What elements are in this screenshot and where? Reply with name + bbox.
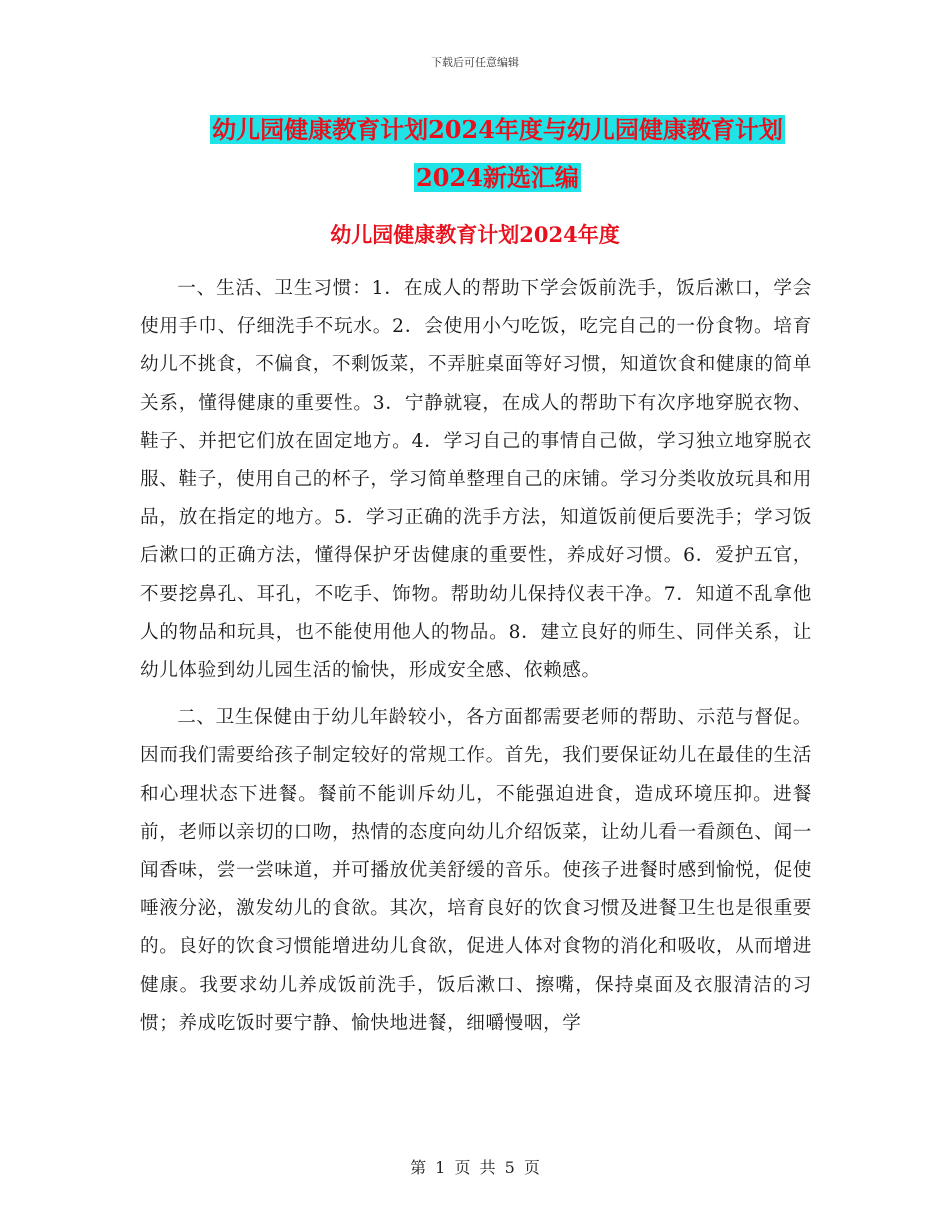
document-body: [140, 270, 812, 1043]
page-header-note: 下载后可任意编辑: [431, 56, 519, 69]
document-title: [140, 106, 855, 202]
document-title-line-1: 幼儿园健康教育计划2024年度与幼儿园健康教育计划: [212, 115, 783, 144]
paragraph: 二、卫生保健由于幼儿年龄较小，各方面都需要老师的帮助、示范与督促。因而我们需要给孩子制定较好的常规工作。首先，我们要保证幼儿在最佳的生活和心理状态下进餐。餐前不能训斥幼儿，不能强迫进食，造成环境压抑。进餐前，老师以亲切的口吻，热情的态度向幼儿介绍饭菜，让幼儿看一看颜色、闻一闻香味，尝一尝味道，并可播放优美舒缓的音乐。使孩子进餐时感到愉悦，促使唾液分泌，激发幼儿的食欲。其次，培育良好的饮食习惯及进餐卫生也是很重要的。良好的饮食习惯能增进幼儿食欲，促进人体对食物的消化和吸收，从而增进健康。我要求幼儿养成饭前洗手，饭后漱口、擦嘴，保持桌面及衣服清洁的习惯；养成吃饭时要宁静、愉快地进餐，细嚼慢咽，学: [140, 707, 812, 1034]
section-title: 幼儿园健康教育计划2024年度: [330, 222, 620, 247]
paragraph: 一、生活、卫生习惯：1．在成人的帮助下学会饭前洗手，饭后漱口，学会使用手巾、仔细洗手不玩水。2．会使用小勺吃饭，吃完自己的一份食物。培育幼儿不挑食，不偏食，不剩饭菜，不弄脏桌面等好习惯，知道饮食和健康的简单关系，懂得健康的重要性。3．宁静就寝，在成人的帮助下有次序地穿脱衣物、鞋子、并把它们放在固定地方。4．学习自己的事情自己做，学习独立地穿脱衣服、鞋子，使用自己的杯子，学习简单整理自己的床铺。学习分类收放玩具和用品，放在指定的地方。5．学习正确的洗手方法，知道饭前便后要洗手；学习饭后漱口的正确方法，懂得保护牙齿健康的重要性，养成好习惯。6．爱护五官，不要挖鼻孔、耳孔，不吃手、饰物。帮助幼儿保持仪表干净。7．知道不乱拿他人的物品和玩具，也不能使用他人的物品。8．建立良好的师生、同伴关系，让幼儿体验到幼儿园生活的愉快，形成安全感、依赖感。: [140, 278, 812, 682]
page-number: 第 1 页 共 5 页: [410, 1158, 540, 1177]
document-title-line-2: 2024新选汇编: [416, 163, 579, 192]
